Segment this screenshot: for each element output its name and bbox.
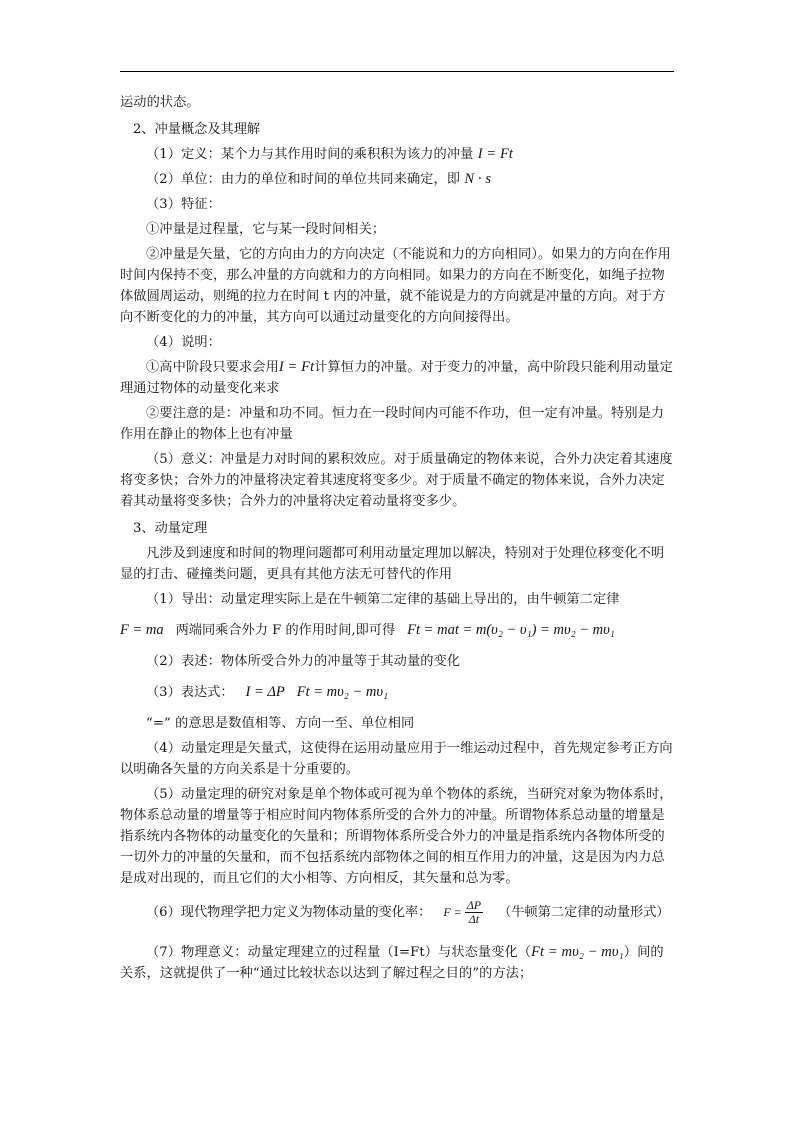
expression-label: （3）表达式：	[146, 685, 234, 700]
note-1-text-a: ①高中阶段只要求会用	[146, 360, 279, 375]
header-rule	[120, 71, 674, 72]
physical-meaning-text-a: （7）物理意义：动量定理建立的过程量（I=Ft）与状态量变化（	[146, 945, 532, 960]
note-1-formula: I = Ft	[278, 359, 315, 375]
paragraph-feature-2: ②冲量是矢量，它的方向由力的方向决定（不能说和力的方向相同）。如果力的方向在作用时间内保持不变，那么冲量的方向就和力的方向相同。如果力的方向在不断变化，如绳子拉物体做圆周运动，则绳的拉力在时间 t 内的冲量，就不能说是力的方向就是冲量的方向。对于方向不断变化的力的冲量，其方向可以通过动量变化的方向间接得出。	[120, 247, 671, 325]
paragraph-statement: （2）表述：物体所受合外力的冲量等于其动量的变化	[146, 654, 461, 669]
paragraph-feature-1: ①冲量是过程量，它与某一段时间相关；	[146, 222, 386, 237]
force-definition-line	[120, 899, 676, 926]
fraction-denominator: Δt	[468, 912, 480, 926]
momentum-rate-fraction	[465, 899, 483, 926]
paragraph-unit	[120, 169, 676, 190]
paragraph-system-object: （5）动量定理的研究对象是单个物体或可视为单个物体的系统，当研究对象为物体系时，物体系总动量的增量等于相应时间内物体系所受的合外力的冲量。所谓物体系总动量的增量是指系统内各物体的动量变化的矢量和；所谓物体系所受合外力的冲量是指系统内各物体所受的一切外力的冲量的矢量和，而不包括系统内部物体之间的相互作用力的冲量，这是因为内力总是成对出现的，而且它们的大小相等、方向相反，其矢量和总为零。	[120, 787, 673, 886]
expression-line	[120, 682, 676, 703]
force-lhs: F =	[443, 905, 462, 919]
paragraph-note-2: ②要注意的是：冲量和功不同。恒力在一段时间内可能不作功，但一定有冲量。特别是力作用在静止的物体上也有冲量	[120, 406, 665, 442]
paragraph-features-heading: （3）特征：	[146, 197, 221, 212]
definition-text: （1）定义：某个力与其作用时间的乘积积为该力的冲量	[146, 147, 478, 162]
section-heading-momentum-theorem: 3、动量定理	[133, 521, 208, 536]
note-1-text-b: 计算恒力的冲量。对于变力的冲量，高中阶段只能利用动量定理通过物体的动量变化来求	[120, 360, 673, 396]
derived-equation: Ft = mat = m(υ₂ − υ₁) = mυ₂ − mυ₁	[407, 622, 615, 638]
unit-formula: N · s	[464, 171, 492, 187]
paragraph-motion-state: 运动的状态。	[120, 95, 200, 110]
expression-formula-1: I = ΔP	[245, 684, 285, 700]
physical-meaning-text-b: ）间的关系，这就提供了一种“通过比较状态以达到了解过程之目的”的方法；	[120, 945, 664, 981]
paragraph-derivation: （1）导出：动量定理实际上是在牛顿第二定律的基础上导出的，由牛顿第二定律	[146, 592, 620, 607]
derivation-text: 两端同乘合外力 F 的作用时间,即可得	[175, 623, 396, 638]
paragraph-note-1	[120, 357, 676, 399]
unit-text: （2）单位：由力的单位和时间的单位共同来确定，即	[146, 172, 465, 187]
paragraph-meaning: （5）意义：冲量是力对时间的累积效应。对于质量确定的物体来说，合外力决定着其速度将变多快；合外力的冲量将决定着其速度将变多少。对于质量不确定的物体来说，合外力决定着其动量将变多快；合外力的冲量将决定着动量将变多少。	[120, 452, 673, 509]
paragraph-definition	[120, 144, 676, 165]
document-body	[120, 92, 676, 988]
fraction-numerator: ΔP	[466, 898, 482, 912]
newton-second-law: F = ma	[120, 622, 164, 638]
paragraph-notes-heading: （4）说明：	[146, 335, 221, 350]
derivation-equation-line	[120, 620, 676, 641]
expression-formula-2: Ft = mυ₂ − mυ₁	[296, 684, 389, 700]
force-definition-text: （6）现代物理学把力定义为物体动量的变化率：	[146, 905, 432, 920]
impulse-formula: I = Ft	[477, 146, 514, 162]
section-heading-impulse: 2、冲量概念及其理解	[133, 122, 261, 137]
physical-meaning-formula: Ft = mυ₂ − mυ₁	[531, 944, 624, 960]
paragraph-physical-meaning	[120, 942, 676, 984]
paragraph-vector-form: （4）动量定理是矢量式，这使得在运用动量应用于一维运动过程中，首先规定参考正方向以明确各矢量的方向关系是十分重要的。	[120, 741, 673, 777]
paragraph-equal-sign-meaning: “=” 的意思是数值相等、方向一至、单位相同	[146, 716, 415, 731]
force-definition-tail: （牛顿第二定律的动量形式）	[498, 905, 670, 920]
paragraph-scope: 凡涉及到速度和时间的物理问题都可利用动量定理加以解决，特别对于处理位移变化不明显的打击、碰撞类问题，更具有其他方法无可替代的作用	[120, 546, 665, 582]
